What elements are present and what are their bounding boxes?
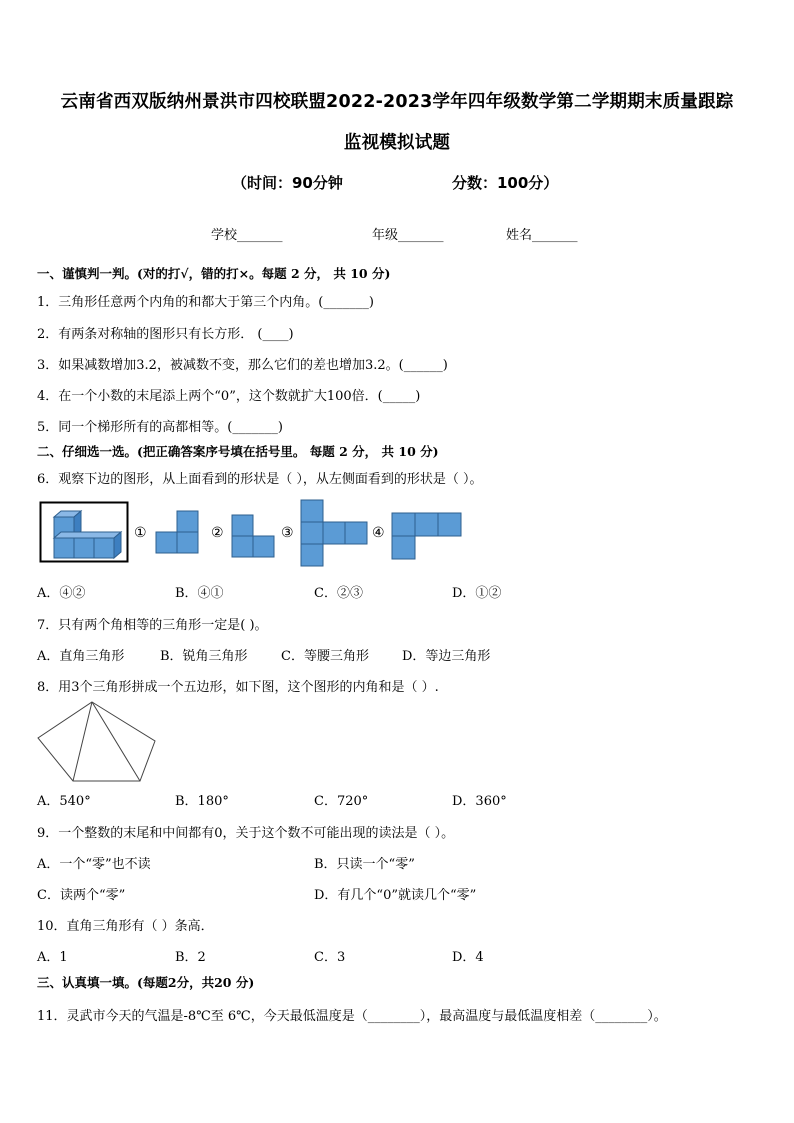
q8-option-a[interactable]: A．540° (37, 794, 91, 809)
question-4: 4．在一个小数的末尾添上两个“0”，这个数就扩大100倍．(_____) (37, 389, 421, 404)
question-10: 10．直角三角形有（ ）条高． (37, 919, 214, 934)
view-figure-2 (230, 513, 276, 559)
q7-option-b[interactable]: B．锐角三角形 (160, 649, 248, 664)
grade-field[interactable]: 年级_______ (372, 228, 444, 243)
question-2: 2．有两条对称轴的图形只有长方形． (____) (37, 327, 294, 342)
q6-option-c[interactable]: C．②③ (314, 586, 363, 601)
view-figure-3 (299, 498, 369, 568)
q6-option-d[interactable]: D．①② (452, 586, 502, 601)
q6-option-a[interactable]: A．④② (37, 586, 86, 601)
q10-option-a[interactable]: A．1 (37, 950, 68, 965)
q8-option-c[interactable]: C．720° (314, 794, 369, 809)
question-1: 1．三角形任意两个内角的和都大于第三个内角。(_______) (37, 295, 374, 310)
question-3: 3．如果减数增加3.2，被减数不变，那么它们的差也增加3.2。(______) (37, 358, 448, 373)
q9-option-c[interactable]: C．读两个“零” (37, 888, 126, 903)
exam-time: （时间：90分钟 (232, 174, 343, 192)
q6-option-b[interactable]: B．④① (175, 586, 224, 601)
q7-option-c[interactable]: C．等腰三角形 (281, 649, 369, 664)
q8-option-b[interactable]: B．180° (175, 794, 229, 809)
name-field[interactable]: 姓名_______ (506, 228, 578, 243)
view-figure-4 (391, 512, 463, 562)
question-7: 7．只有两个角相等的三角形一定是( )。 (37, 618, 268, 633)
question-11: 11．灵武市今天的气温是-8℃至 6℃，今天最低温度是（________），最高温度与最低温度相差（________）。 (37, 1009, 667, 1024)
q8-option-d[interactable]: D．360° (452, 794, 507, 809)
q10-option-b[interactable]: B．2 (175, 950, 206, 965)
exam-score: 分数：100分） (452, 174, 559, 192)
q7-option-d[interactable]: D．等边三角形 (402, 649, 491, 664)
view-label-1: ① (134, 525, 147, 541)
q10-option-c[interactable]: C．3 (314, 950, 346, 965)
view-label-4: ④ (372, 525, 385, 541)
cube-solid-figure (40, 502, 128, 562)
question-9: 9．一个整数的末尾和中间都有0，关于这个数不可能出现的读法是（ ）。 (37, 826, 455, 841)
q9-option-d[interactable]: D．有几个“0”就读几个“零” (314, 888, 477, 903)
school-field[interactable]: 学校_______ (211, 228, 283, 243)
q7-option-a[interactable]: A．直角三角形 (37, 649, 125, 664)
q9-option-a[interactable]: A．一个“零”也不读 (37, 857, 151, 872)
exam-title-line1: 云南省西双版纳州景洪市四校联盟2022-2023学年四年级数学第二学期期末质量跟踪 (60, 92, 734, 112)
section-3-heading: 三、认真填一填。(每题2分，共20 分) (37, 975, 255, 990)
view-label-3: ③ (281, 525, 294, 541)
section-1-heading: 一、谨慎判一判。(对的打√，错的打×。每题 2 分， 共 10 分) (37, 266, 391, 281)
view-figure-1 (154, 510, 200, 556)
section-2-heading: 二、仔细选一选。(把正确答案序号填在括号里。 每题 2 分， 共 10 分) (37, 444, 439, 459)
q9-option-b[interactable]: B．只读一个“零” (314, 857, 415, 872)
question-8: 8．用3个三角形拼成一个五边形，如下图，这个图形的内角和是（ ）. (37, 680, 439, 695)
question-5: 5．同一个梯形所有的高都相等。(_______) (37, 420, 283, 435)
exam-title-line2: 监视模拟试题 (343, 133, 451, 153)
question-6: 6．观察下边的图形，从上面看到的形状是（ ），从左侧面看到的形状是（ ）。 (37, 472, 483, 487)
pentagon-figure (37, 701, 159, 783)
q10-option-d[interactable]: D．4 (452, 950, 484, 965)
view-label-2: ② (211, 525, 224, 541)
